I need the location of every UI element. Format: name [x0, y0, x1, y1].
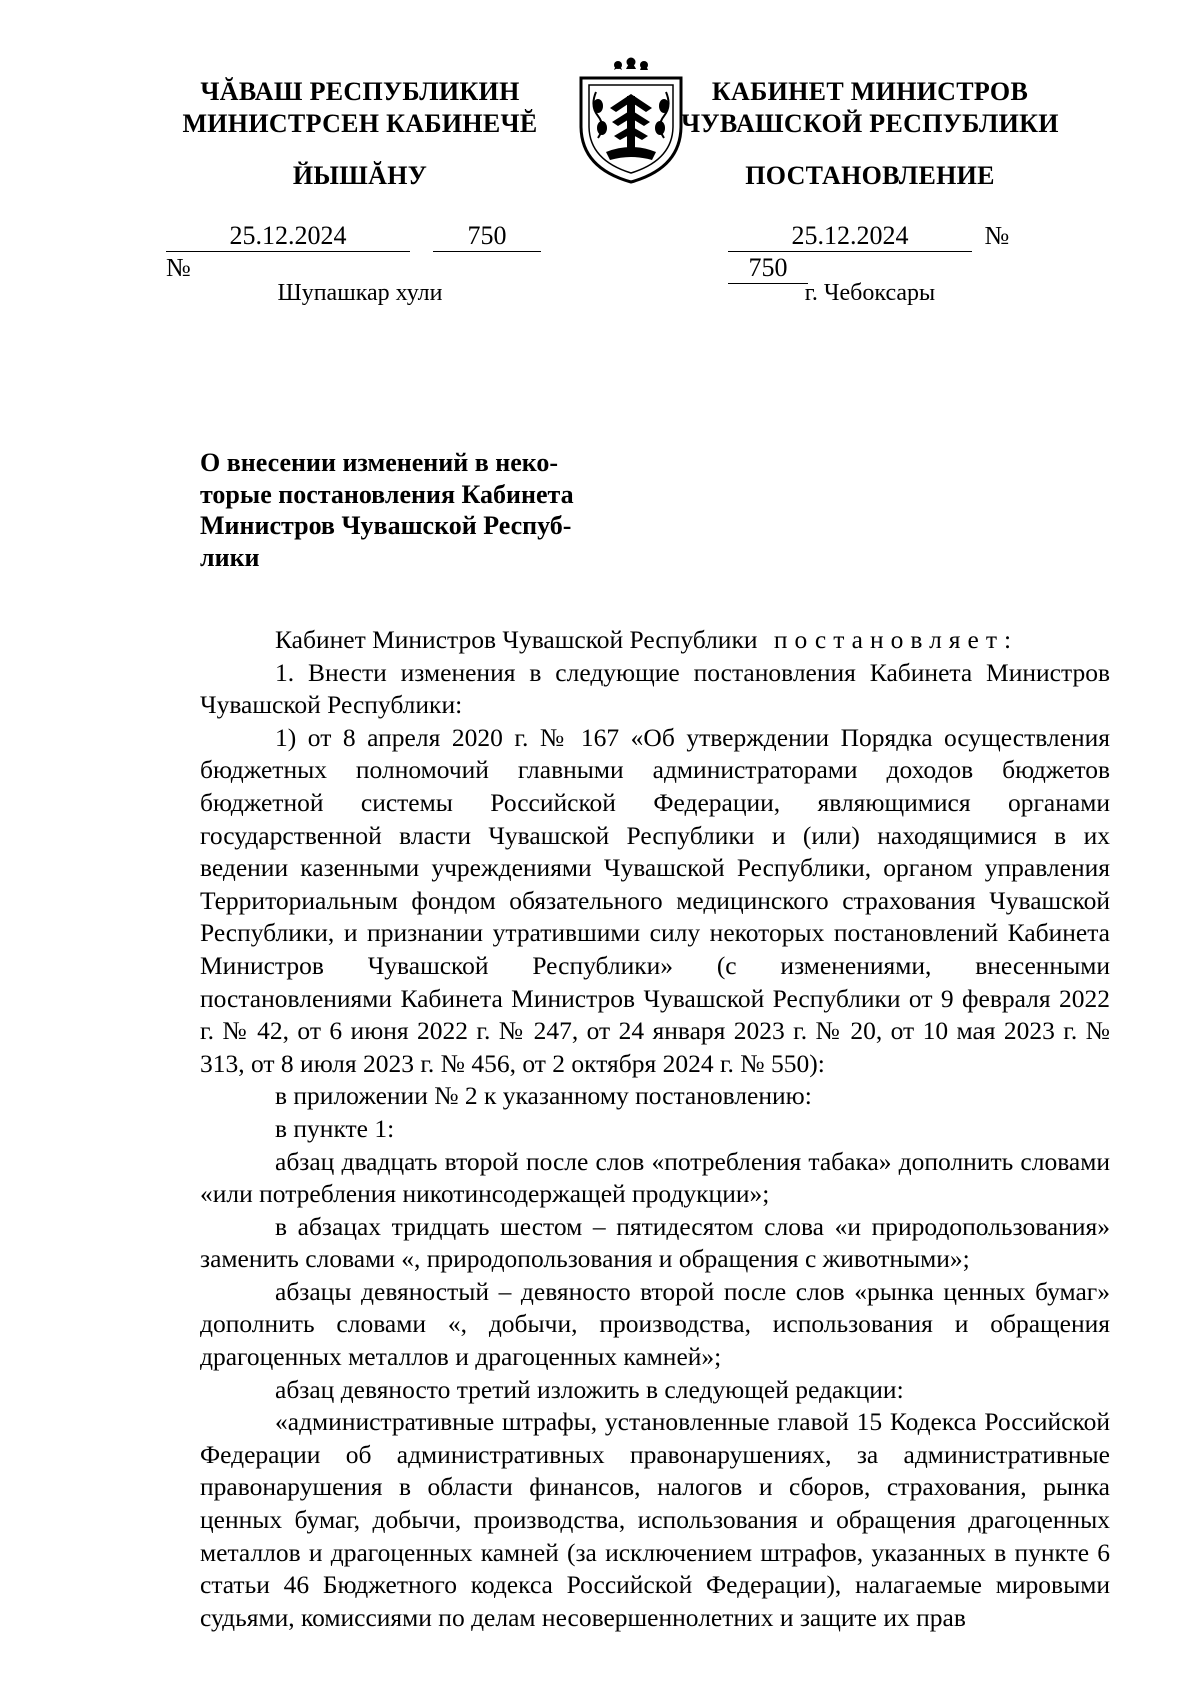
header-left-number: 750: [433, 221, 541, 252]
header-right-line1: КАБИНЕТ МИНИСТРОВ: [711, 77, 1029, 106]
header-left-date: 25.12.2024: [166, 221, 410, 252]
paragraph-5: абзац двадцать второй после слов «потребления табака» дополнить словами «или потребления никотинсодержащей продукции»;: [200, 1146, 1110, 1209]
preamble-text: Кабинет Министров Чувашской Республики: [275, 625, 758, 654]
title-line: Министров Чувашской Респуб-: [200, 511, 572, 540]
header-right-doc-type: ПОСТАНОВЛЕНИЕ: [745, 161, 995, 190]
header-right-number: 750: [728, 253, 808, 284]
header-left-title: [150, 76, 570, 140]
header-right-date: 25.12.2024: [728, 221, 972, 252]
header-left-doc-type: ЙЫШĂНУ: [292, 161, 428, 190]
header-right-number-sign: №: [984, 221, 1010, 250]
header-left-line2: МИНИСТРСЕН КАБИНЕЧĔ: [182, 109, 538, 138]
preamble: [200, 624, 1110, 657]
header-right-title: [680, 76, 1060, 140]
paragraph-8: абзац девяносто третий изложить в следующей редакции:: [275, 1374, 904, 1404]
paragraph-2: 1) от 8 апреля 2020 г. № 167 «Об утверждении Порядка осуществления бюджетных полномочий главными администраторами доходов бюджетов бюджетной системы Российской Федерации, являющимися органами государственной власти Чувашской Республики и (или) находящимися в их ведении казенными учреждениями Чувашской Республики, органом управления Территориальным фондом обязательного медицинского страхования Чувашской Республики, и признании утратившими силу некоторых постановлений Кабинета Министров Чувашской Республики» (с изменениями, внесенными постановлениями Кабинета Министров Чувашской Республики от 9 февраля 2022 г. № 42, от 6 июня 2022 г. № 247, от 24 января 2023 г. № 20, от 10 мая 2023 г. № 313, от 8 июля 2023 г. № 456, от 2 октября 2024 г. № 550):: [200, 722, 1110, 1078]
header-left-date-number: [166, 220, 566, 282]
header-right-date-number: [728, 220, 1068, 282]
paragraph-6: в абзацах тридцать шестом – пятидесятом слова «и природопользования» заменить словами «, природопользования и обращения с животными»;: [200, 1211, 1110, 1274]
paragraph-1: 1. Внести изменения в следующие постановления Кабинета Министров Чувашской Республики:: [200, 657, 1110, 720]
header-right-city: г. Чебоксары: [804, 280, 936, 306]
paragraph-3: в приложении № 2 к указанному постановлению:: [275, 1081, 812, 1111]
paragraph-7: абзацы девяностый – девяносто второй после слов «рынка ценных бумаг» дополнить словами «, добычи, производства, использования и обращения драгоценных металлов и драгоценных камней»;: [200, 1276, 1110, 1372]
paragraph-4: в пункте 1:: [275, 1113, 395, 1143]
title-line: торые постановления Кабинета: [200, 479, 574, 509]
header-left-number-sign: №: [166, 253, 191, 282]
preamble-verb: постановляет:: [773, 625, 1019, 654]
title-line: лики: [200, 542, 260, 572]
document-body: [200, 624, 1110, 1634]
header-left-line1: ЧĂВАШ РЕСПУБЛИКИН: [200, 77, 520, 106]
header-left-city: Шупашкар хули: [277, 280, 443, 306]
title-line: О внесении изменений в неко-: [200, 448, 559, 477]
paragraph-9: «административные штрафы, установленные главой 15 Кодекса Российской Федерации об административных правонарушениях, за административные правонарушения в области финансов, налогов и сборов, страхования, рынка ценных бумаг, добычи, производства, использования и обращения драгоценных металлов и драгоценных камней (за исключением штрафов, указанных в пункте 6 статьи 46 Бюджетного кодекса Российской Федерации), налагаемые мировыми судьями, комиссиями по делам несовершеннолетних и защите их прав: [200, 1407, 1110, 1632]
header-right-line2: ЧУВАШСКОЙ РЕСПУБЛИКИ: [681, 109, 1059, 138]
document-title: [200, 447, 588, 573]
